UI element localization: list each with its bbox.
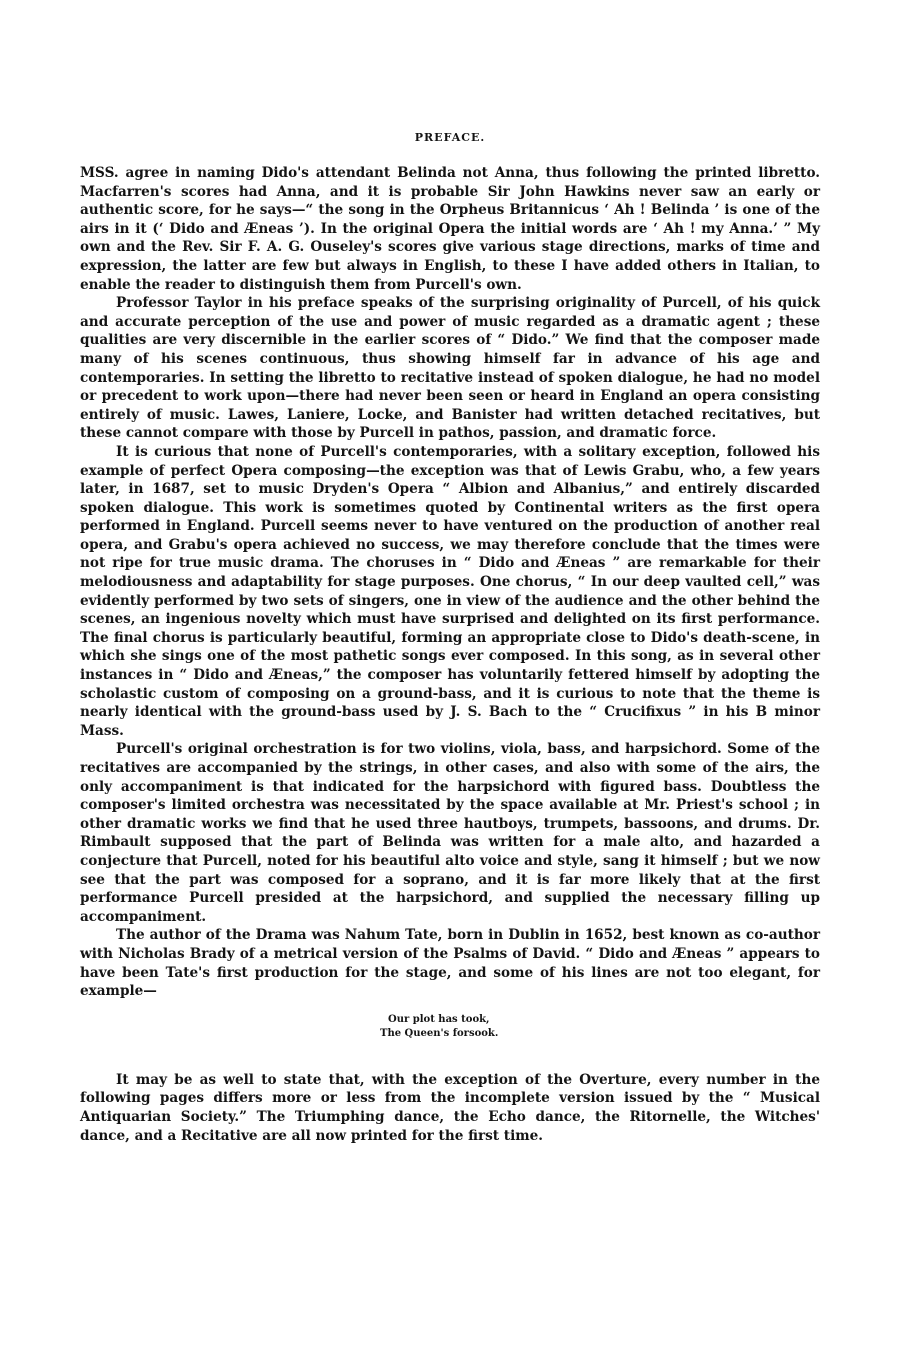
- verse-quote: [80, 1013, 820, 1041]
- final-paragraph: It may be as well to state that, with the exception of the Overture, every number in the following pages differs more or less from the incomplete version issued by the “ Musical Antiquarian Society.” The Triumphing dance, the Echo dance, the Ritornelle, the Witches' dance, and a Recitative are all now printed for the first time.: [80, 1071, 820, 1144]
- quote-line-2: The Queen's forsook.: [380, 1027, 499, 1039]
- paragraph-5: The author of the Drama was Nahum Tate, born in Dublin in 1652, best known as co-author with Nicholas Brady of a metrical version of the Psalms of David. “ Dido and Æneas ” appears to have been Tate's first production for the stage, and some of his lines are not too elegant, for example—: [80, 927, 820, 1000]
- paragraph-3: It is curious that none of Purcell's contemporaries, with a solitary exception, followed his example of perfect Opera composing—the exception was that of Lewis Grabu, who, a few years later, in 1687, set to music Dryden's Opera “ Albion and Albanius,” and entirely discarded spoken dialogue. This work is sometimes quoted by Continental writers as the first opera performed in England. Purcell seems never to have ventured on the production of another real opera, and Grabu's opera achieved no success, we may therefore conclude that the times were not ripe for true music drama. The choruses in “ Dido and Æneas ” are remarkable for their melodiousness and adaptability for stage purposes. One chorus, “ In our deep vaulted cell,” was evidently performed by two sets of singers, one in view of the audience and the other behind the scenes, an ingenious novelty which must have surprised and delighted on its first performance. The final chorus is particularly beautiful, forming an appropriate close to Dido's death-scene, in which she sings one of the most pathetic songs ever composed. In this song, as in several other instances in “ Dido and Æneas,” the composer has voluntarily fettered himself by adopting the scholastic custom of composing on a ground-bass, and it is curious to note that the theme is nearly identical with the ground-bass used by J. S. Bach to the “ Crucifixus ” in his B minor Mass.: [80, 443, 820, 739]
- paragraph-4: Purcell's original orchestration is for two violins, viola, bass, and harpsichord. Some of the recitatives are accompanied by the strings, in other cases, and also with some of the airs, the only accompaniment is that indicated for the harpsichord with figured bass. Doubtless the composer's limited orchestra was necessitated by the space available at Mr. Priest's school ; in other dramatic works we find that he used three hautboys, trumpets, bassoons, and drums. Dr. Rimbault supposed that the part of Belinda was written for a male alto, and hazarded a conjecture that Purcell, noted for his beautiful alto voice and style, sang it himself ; but we now see that the part was composed for a soprano, and it is far more likely that at the first performance Purcell presided at the harpsichord, and supplied the necessary filling up accompaniment.: [80, 741, 820, 925]
- paragraph-1: MSS. agree in naming Dido's attendant Belinda not Anna, thus following the printed libretto. Macfarren's scores had Anna, and it is probable Sir John Hawkins never saw an early or authentic score, for he says—“ the song in the Orpheus Britannicus ‘ Ah ! Belinda ’ is one of the airs in it (‘ Dido and Æneas ’). In the original Opera the initial words are ‘ Ah ! my Anna.’ ” My own and the Rev. Sir F. A. G. Ouseley's scores give various stage directions, marks of time and expression, the latter are few but always in English, to these I have added others in Italian, to enable the reader to distinguish them from Purcell's own.: [80, 165, 820, 293]
- page-heading: PREFACE.: [414, 131, 486, 144]
- quote-line-1: Our plot has took,: [388, 1013, 490, 1025]
- preface-body: [80, 164, 820, 1145]
- paragraph-2: Professor Taylor in his preface speaks of the surprising originality of Purcell, of his quick and accurate perception of the use and power of music regarded as a dramatic agent ; these qualities are very discernible in the earlier scores of “ Dido.” We find that the composer made many of his scenes continuous, thus showing himself far in advance of his age and contemporaries. In setting the libretto to recitative instead of spoken dialogue, he had no model or precedent to work upon—there had never been seen or heard in England an opera consisting entirely of music. Lawes, Laniere, Locke, and Banister had written detached recitatives, but these cannot compare with those by Purcell in pathos, passion, and dramatic force.: [80, 295, 820, 442]
